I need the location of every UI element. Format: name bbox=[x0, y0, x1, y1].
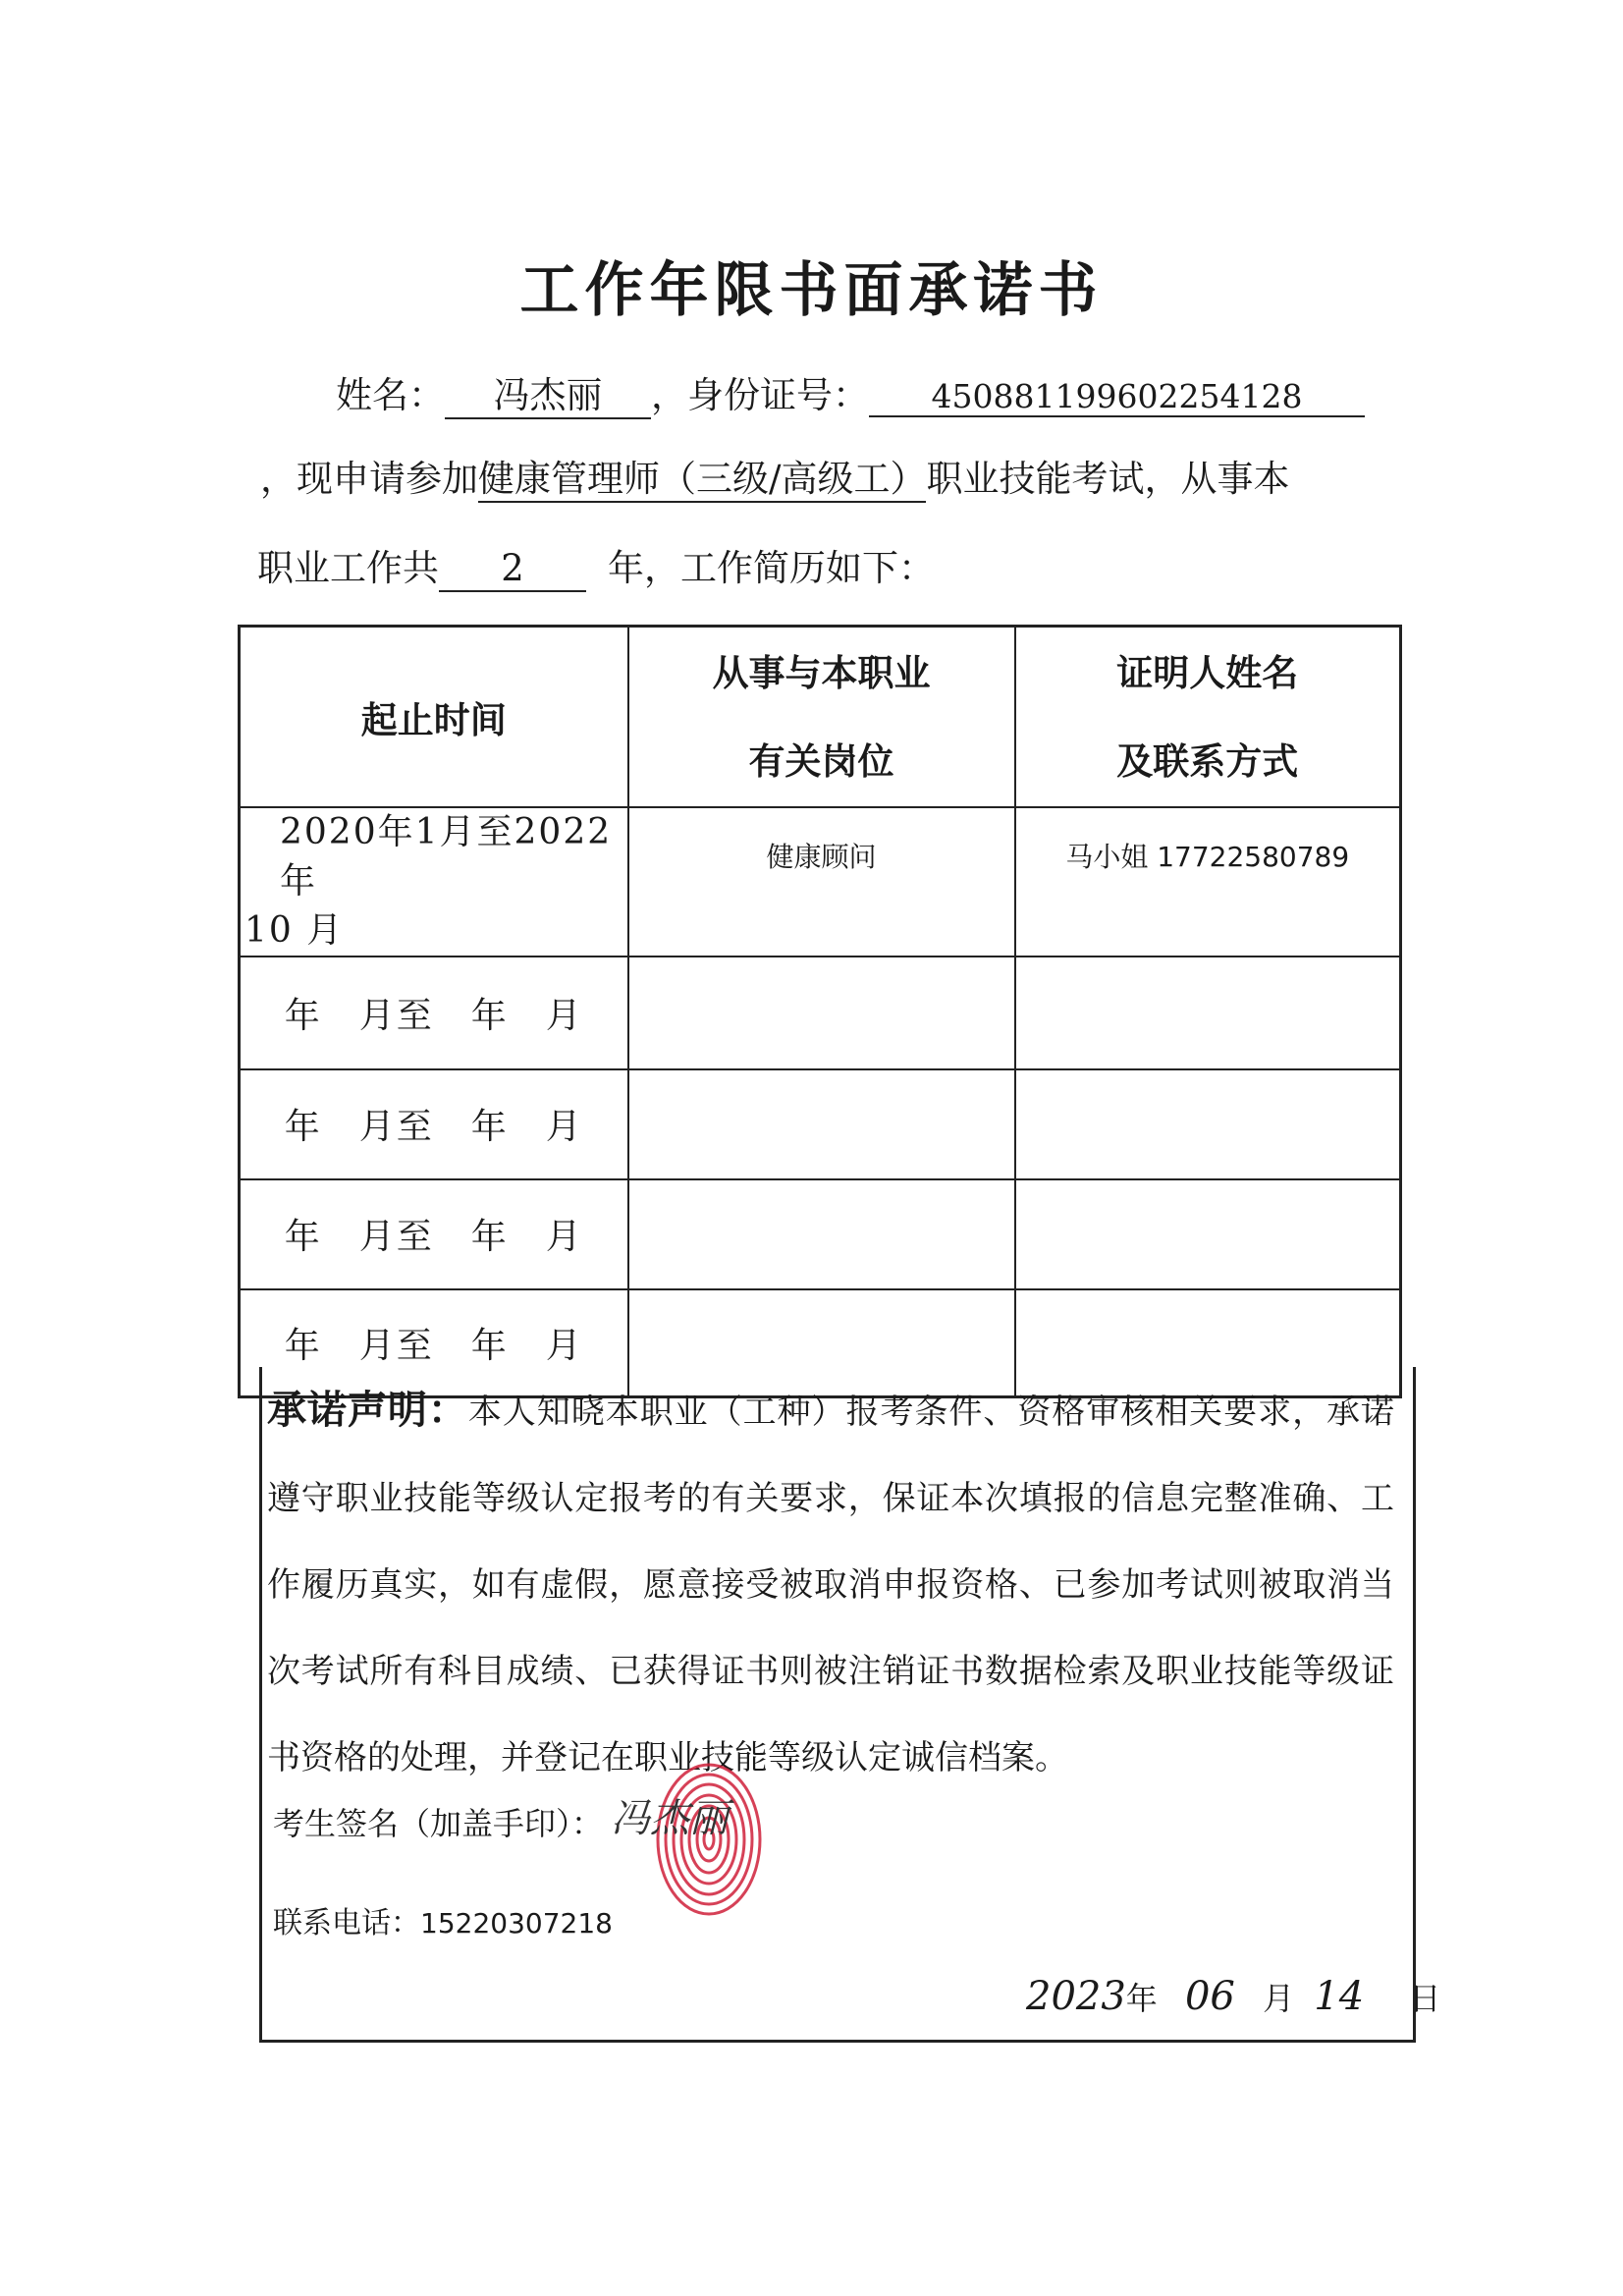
table-row bbox=[240, 807, 1401, 957]
occupation-value: 健康管理师（三级/高级工） bbox=[478, 459, 926, 503]
name-label: 姓名： bbox=[336, 374, 445, 416]
years-line bbox=[257, 538, 935, 592]
period-cell: 年 月至 年 月 bbox=[240, 1289, 628, 1397]
period-line1: 2020年1月至2022年 bbox=[280, 811, 613, 902]
date-line bbox=[1026, 1974, 1440, 2019]
phone-label: 联系电话： bbox=[273, 1906, 420, 1941]
declaration-heading: 承诺声明： bbox=[267, 1387, 468, 1433]
apply-prefix: ，现申请参加 bbox=[260, 458, 478, 500]
date-year-unit: 年 bbox=[1125, 1980, 1158, 2017]
apply-line bbox=[260, 449, 1289, 503]
period-cell: 年 月至 年 月 bbox=[240, 957, 628, 1069]
header-witness-line1: 证明人姓名 bbox=[1116, 650, 1299, 694]
phone-value: 15220307218 bbox=[420, 1907, 613, 1940]
date-month-unit: 月 bbox=[1263, 1980, 1295, 2017]
work-history-table bbox=[238, 625, 1402, 1398]
date-year: 2023 bbox=[1026, 1974, 1126, 2019]
witness-cell bbox=[1015, 957, 1401, 1069]
header-position bbox=[628, 627, 1015, 807]
document-title: 工作年限书面承诺书 bbox=[519, 256, 1104, 325]
period-line2: 10 月 bbox=[244, 909, 345, 951]
position-cell bbox=[628, 1069, 1015, 1179]
date-day: 14 bbox=[1314, 1974, 1365, 2019]
id-value: 450881199602254128 bbox=[869, 378, 1365, 417]
header-witness bbox=[1015, 627, 1401, 807]
table-row bbox=[240, 1069, 1401, 1179]
period-cell: 年 月至 年 月 bbox=[240, 1179, 628, 1289]
table-header-row bbox=[240, 627, 1401, 807]
declaration-paragraph bbox=[267, 1367, 1394, 1801]
header-witness-line2: 及联系方式 bbox=[1116, 738, 1299, 783]
table-row bbox=[240, 957, 1401, 1069]
name-value: 冯杰丽 bbox=[445, 375, 651, 419]
name-id-line bbox=[336, 365, 1365, 419]
header-period: 起止时间 bbox=[240, 627, 628, 807]
signature-line bbox=[273, 1799, 603, 1844]
period-cell: 年 月至 年 月 bbox=[240, 1069, 628, 1179]
date-day-unit: 日 bbox=[1409, 1980, 1441, 2017]
years-value: 2 bbox=[439, 548, 586, 592]
witness-cell: 马小姐 17722580789 bbox=[1015, 807, 1401, 957]
header-position-line1: 从事与本职业 bbox=[712, 650, 931, 694]
years-prefix: 职业工作共 bbox=[257, 547, 439, 589]
declaration-text: 本人知晓本职业（工种）报考条件、资格审核相关要求，承诺遵守职业技能等级认定报考的有关要求，保证本次填报的信息完整准确、工作履历真实，如有虚假，愿意接受被取消申报资格、已参加考试则被取消当次考试所有科目成绩、已获得证书则被注销证书数据检索及职业技能等级证书资格的处理，并登记在职业技能等级认定诚信档案。 bbox=[267, 1393, 1395, 1777]
date-month: 06 bbox=[1184, 1974, 1235, 2019]
witness-cell bbox=[1015, 1179, 1401, 1289]
sign-label: 考生签名（加盖手印）： bbox=[273, 1805, 604, 1842]
position-cell bbox=[628, 957, 1015, 1069]
period-cell bbox=[240, 807, 628, 957]
id-label: ，身份证号： bbox=[651, 374, 869, 416]
header-position-line2: 有关岗位 bbox=[748, 738, 894, 783]
position-cell: 健康顾问 bbox=[628, 807, 1015, 957]
position-cell bbox=[628, 1179, 1015, 1289]
years-suffix: 年，工作简历如下： bbox=[608, 547, 935, 589]
witness-cell bbox=[1015, 1069, 1401, 1179]
signature: 冯杰丽 bbox=[611, 1796, 729, 1841]
phone-line bbox=[273, 1898, 613, 1941]
apply-suffix: 职业技能考试，从事本 bbox=[926, 458, 1290, 500]
table-row bbox=[240, 1179, 1401, 1289]
